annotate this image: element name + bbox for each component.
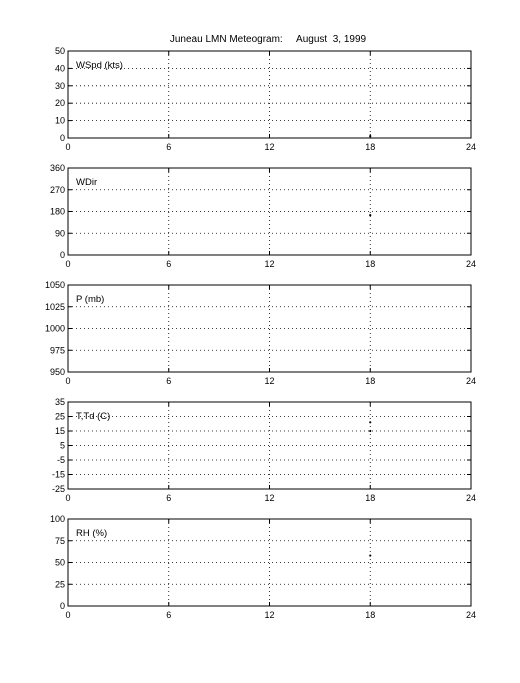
wspd-y-tick-label: 40 (54, 63, 65, 74)
pres-x-tick-label: 18 (365, 376, 376, 386)
wspd-data-point (369, 135, 371, 137)
wdir-x-tick-label: 24 (465, 259, 477, 269)
wspd-panel (55, 46, 476, 152)
wdir-y-tick-label: 360 (49, 163, 65, 173)
wdir-panel-label: WDir (76, 177, 98, 188)
wspd-x-tick-label: 0 (65, 142, 71, 152)
pres-x-tick-label: 0 (65, 376, 71, 386)
temp-x-tick-label: 18 (365, 493, 376, 503)
temp-x-tick-label: 12 (264, 493, 275, 503)
wspd-y-tick-label: 10 (54, 115, 65, 126)
rh-data-point (369, 554, 371, 556)
temp-panel-label: T,Td (C) (76, 411, 111, 422)
wdir-y-tick-label: 180 (49, 206, 65, 217)
rh-panel (50, 514, 476, 620)
pres-x-tick-label: 6 (166, 376, 172, 386)
temp-x-tick-label: 6 (166, 493, 172, 503)
temp-x-tick-label: 0 (65, 493, 71, 503)
rh-y-tick-label: 25 (54, 579, 65, 590)
wspd-y-tick-label: 50 (54, 46, 65, 56)
temp-y-tick-label: -25 (51, 484, 65, 494)
rh-x-tick-label: 6 (166, 610, 172, 620)
wdir-x-tick-label: 0 (65, 259, 71, 269)
wdir-data-point (369, 214, 371, 216)
pres-y-tick-label: 1025 (44, 301, 65, 312)
temp-y-tick-label: 15 (54, 426, 65, 436)
panels-container (45, 46, 476, 620)
wdir-x-tick-label: 6 (166, 259, 172, 269)
figure-title: Juneau LMN Meteogram: August 3, 1999 (169, 34, 367, 45)
wdir-x-tick-label: 12 (264, 259, 275, 269)
wdir-y-tick-label: 90 (54, 228, 65, 239)
pres-panel-label: P (mb) (76, 294, 105, 305)
wspd-y-tick-label: 30 (54, 80, 65, 91)
rh-x-tick-label: 24 (465, 610, 477, 620)
wspd-panel-label: WSpd (kts) (76, 60, 123, 71)
rh-y-tick-label: 100 (49, 514, 65, 524)
temp-data-point (369, 421, 371, 423)
temp-data-point (369, 430, 371, 432)
pres-y-tick-label: 1050 (44, 280, 65, 290)
temp-y-tick-label: -15 (51, 469, 65, 480)
wdir-panel (50, 163, 476, 269)
wspd-x-tick-label: 24 (465, 142, 477, 152)
pres-panel (45, 280, 476, 386)
temp-y-tick-label: 25 (54, 411, 65, 422)
rh-x-tick-label: 18 (365, 610, 376, 620)
wspd-y-tick-label: 20 (54, 98, 65, 109)
wdir-x-tick-label: 18 (365, 259, 376, 269)
wspd-x-tick-label: 12 (264, 142, 275, 152)
wdir-y-tick-label: 0 (59, 250, 65, 260)
pres-x-tick-label: 12 (264, 376, 275, 386)
pres-x-tick-label: 24 (465, 376, 477, 386)
pres-y-tick-label: 1000 (44, 323, 65, 334)
rh-panel-label: RH (%) (76, 528, 108, 539)
pres-y-tick-label: 975 (49, 345, 65, 356)
temp-y-tick-label: -5 (56, 455, 65, 465)
rh-x-tick-label: 12 (264, 610, 275, 620)
temp-y-tick-label: 5 (59, 440, 65, 451)
pres-y-tick-label: 950 (49, 367, 65, 377)
wspd-y-tick-label: 0 (59, 133, 65, 143)
wspd-x-tick-label: 6 (166, 142, 172, 152)
rh-y-tick-label: 75 (54, 535, 65, 546)
rh-y-tick-label: 0 (59, 601, 65, 611)
wspd-x-tick-label: 18 (365, 142, 376, 152)
wdir-y-tick-label: 270 (49, 184, 65, 195)
rh-x-tick-label: 0 (65, 610, 71, 620)
temp-panel (52, 397, 476, 503)
temp-x-tick-label: 24 (465, 493, 477, 503)
temp-y-tick-label: 35 (54, 397, 65, 407)
wspd-axes-frame (68, 51, 471, 138)
rh-y-tick-label: 50 (54, 557, 65, 568)
